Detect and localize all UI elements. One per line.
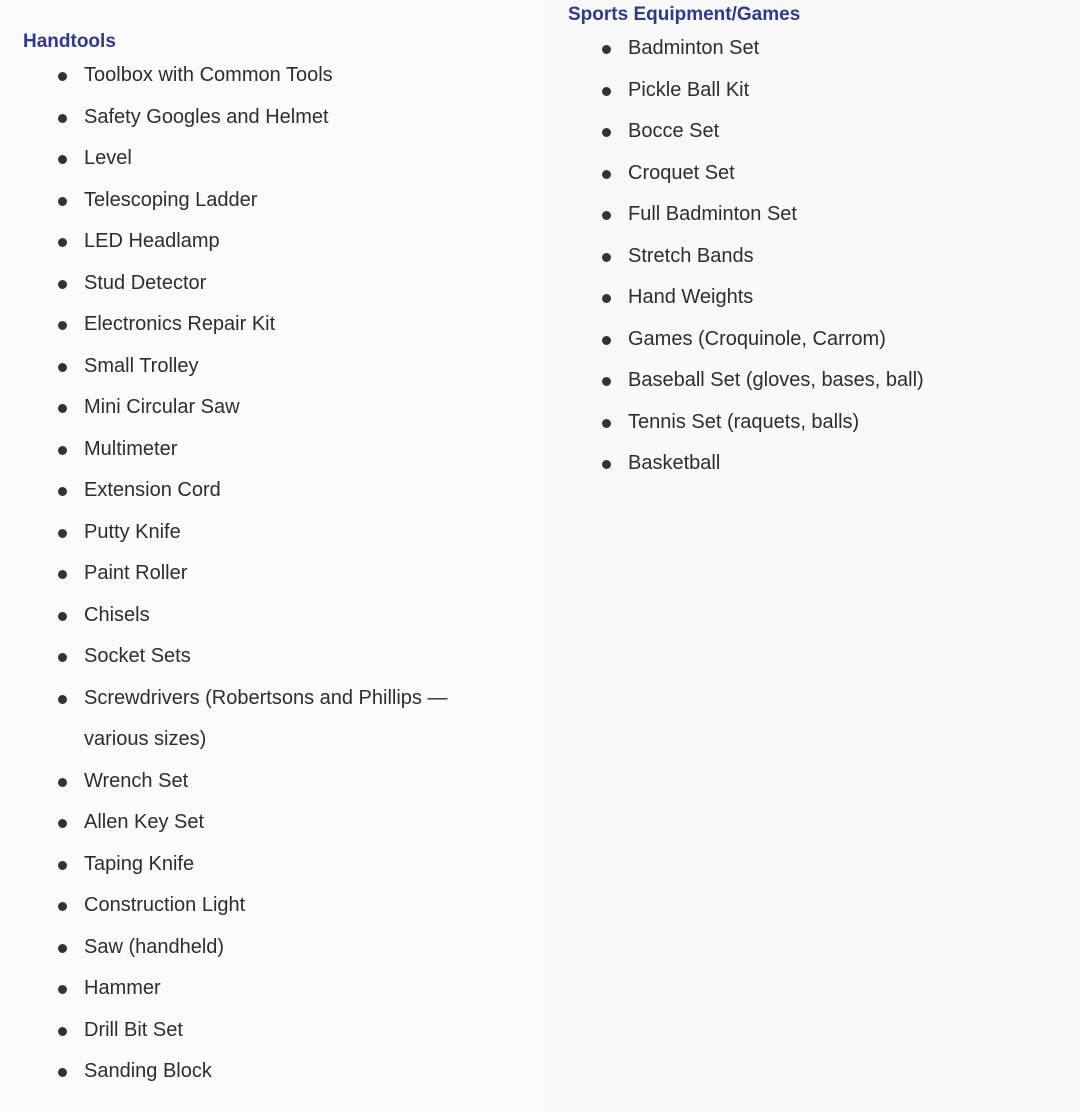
list-item-label: Level: [84, 147, 132, 169]
bullet-icon: [602, 87, 611, 96]
list-item-label: Screwdrivers (Robertsons and Phillips — various sizes): [84, 686, 448, 750]
handtools-list-item: [0, 636, 520, 678]
bullet-icon: [58, 944, 67, 953]
sports-list-item: [543, 277, 1063, 319]
handtools-list-item: [0, 180, 520, 222]
list-item-label: Safety Googles and Helmet: [84, 105, 329, 128]
list-item-label: Games (Croquinole, Carrom): [628, 327, 886, 350]
list-item-label: Putty Knife: [84, 520, 181, 543]
list-item-label: Stretch Bands: [628, 244, 754, 267]
handtools-list-item: [0, 263, 520, 305]
handtools-list-item: [0, 844, 520, 886]
sports-list-item: [543, 194, 1063, 236]
bullet-icon: [58, 985, 67, 994]
bullet-icon: [58, 238, 67, 247]
sports-list-item: [543, 402, 1063, 444]
bullet-icon: [602, 128, 611, 137]
list-item-label: Hammer: [84, 977, 161, 999]
handtools-list-item: [0, 761, 520, 803]
handtools-list-item: [0, 429, 520, 471]
bullet-icon: [58, 446, 67, 455]
bullet-icon: [58, 114, 67, 123]
handtools-list-item: [0, 1010, 520, 1052]
bullet-icon: [58, 363, 67, 372]
bullet-icon: [602, 419, 611, 428]
bullet-icon: [602, 170, 611, 179]
list-item-label: Multimeter: [84, 437, 178, 460]
list-item-label: Small Trolley: [84, 354, 199, 377]
bullet-icon: [58, 1027, 67, 1036]
handtools-list-item: [0, 927, 520, 969]
bullet-icon: [58, 404, 67, 413]
bullet-icon: [602, 211, 611, 220]
list-item-label: Saw (handheld): [84, 935, 225, 958]
handtools-list-item: [0, 470, 520, 512]
bullet-icon: [602, 253, 611, 262]
sports-list-item: [543, 236, 1063, 278]
sports-heading: Sports Equipment/Games: [568, 4, 801, 25]
handtools-list-item: [0, 138, 520, 180]
handtools-list-item: [0, 97, 520, 139]
list-item-label: Paint Roller: [84, 562, 188, 584]
bullet-icon: [602, 336, 611, 345]
bullet-icon: [58, 487, 67, 496]
sports-list-item: [543, 28, 1063, 70]
bullet-icon: [602, 460, 611, 469]
bullet-icon: [58, 695, 67, 704]
bullet-icon: [58, 778, 67, 787]
list-item-label: Electronics Repair Kit: [84, 313, 276, 335]
list-item-label: LED Headlamp: [84, 230, 220, 252]
bullet-icon: [602, 294, 611, 303]
handtools-list-item: [0, 553, 520, 595]
list-item-label: Construction Light: [84, 894, 246, 916]
sports-list-item: [543, 360, 1063, 402]
list-item-label: Chisels: [84, 603, 150, 626]
bullet-icon: [58, 280, 67, 289]
handtools-list-item: [0, 387, 520, 429]
list-item-label: Hand Weights: [628, 286, 754, 308]
list-item-label: Extension Cord: [84, 479, 221, 501]
handtools-list-item: [0, 968, 520, 1010]
list-item-label: Drill Bit Set: [84, 1018, 183, 1041]
bullet-icon: [58, 819, 67, 828]
sports-list: [543, 28, 1063, 485]
list-item-label: Telescoping Ladder: [84, 188, 258, 211]
bullet-icon: [58, 653, 67, 662]
list-item-label: Taping Knife: [84, 852, 195, 875]
list-item-label: Bocce Set: [628, 120, 720, 142]
list-item-label: Socket Sets: [84, 645, 191, 667]
list-item-label: Basketball: [628, 452, 721, 474]
handtools-list-item: [0, 885, 520, 927]
handtools-list-item: [0, 595, 520, 637]
bullet-icon: [58, 72, 67, 81]
sports-list-item: [543, 70, 1063, 112]
list-item-label: Baseball Set (gloves, bases, ball): [628, 369, 924, 391]
bullet-icon: [602, 377, 611, 386]
handtools-list-item: [0, 304, 520, 346]
list-item-label: Pickle Ball Kit: [628, 78, 750, 101]
list-item-label: Stud Detector: [84, 271, 207, 294]
bullet-icon: [58, 321, 67, 330]
sports-list-item: [543, 111, 1063, 153]
sports-section: [543, 0, 1080, 1112]
sports-list-item: [543, 319, 1063, 361]
handtools-list-item: [0, 55, 520, 97]
list-item-label: Mini Circular Saw: [84, 396, 240, 418]
bullet-icon: [58, 612, 67, 621]
bullet-icon: [602, 45, 611, 54]
handtools-list-item: [0, 512, 520, 554]
list-item-label: Toolbox with Common Tools: [84, 64, 333, 86]
handtools-heading: Handtools: [23, 31, 116, 52]
handtools-list: [0, 55, 520, 1093]
bullet-icon: [58, 861, 67, 870]
bullet-icon: [58, 155, 67, 164]
bullet-icon: [58, 570, 67, 579]
handtools-list-item: [0, 1051, 520, 1093]
list-item-label: Sanding Block: [84, 1060, 212, 1082]
handtools-list-item: [0, 346, 520, 388]
handtools-list-item: [0, 678, 500, 761]
list-item-label: Tennis Set (raquets, balls): [628, 410, 860, 433]
bullet-icon: [58, 529, 67, 538]
sports-list-item: [543, 443, 1063, 485]
list-item-label: Allen Key Set: [84, 811, 205, 833]
sports-list-item: [543, 153, 1063, 195]
list-item-label: Croquet Set: [628, 161, 735, 184]
list-item-label: Wrench Set: [84, 769, 189, 792]
handtools-list-item: [0, 221, 520, 263]
list-item-label: Badminton Set: [628, 37, 760, 59]
bullet-icon: [58, 902, 67, 911]
bullet-icon: [58, 1068, 67, 1077]
bullet-icon: [58, 197, 67, 206]
list-item-label: Full Badminton Set: [628, 203, 797, 225]
handtools-list-item: [0, 802, 520, 844]
